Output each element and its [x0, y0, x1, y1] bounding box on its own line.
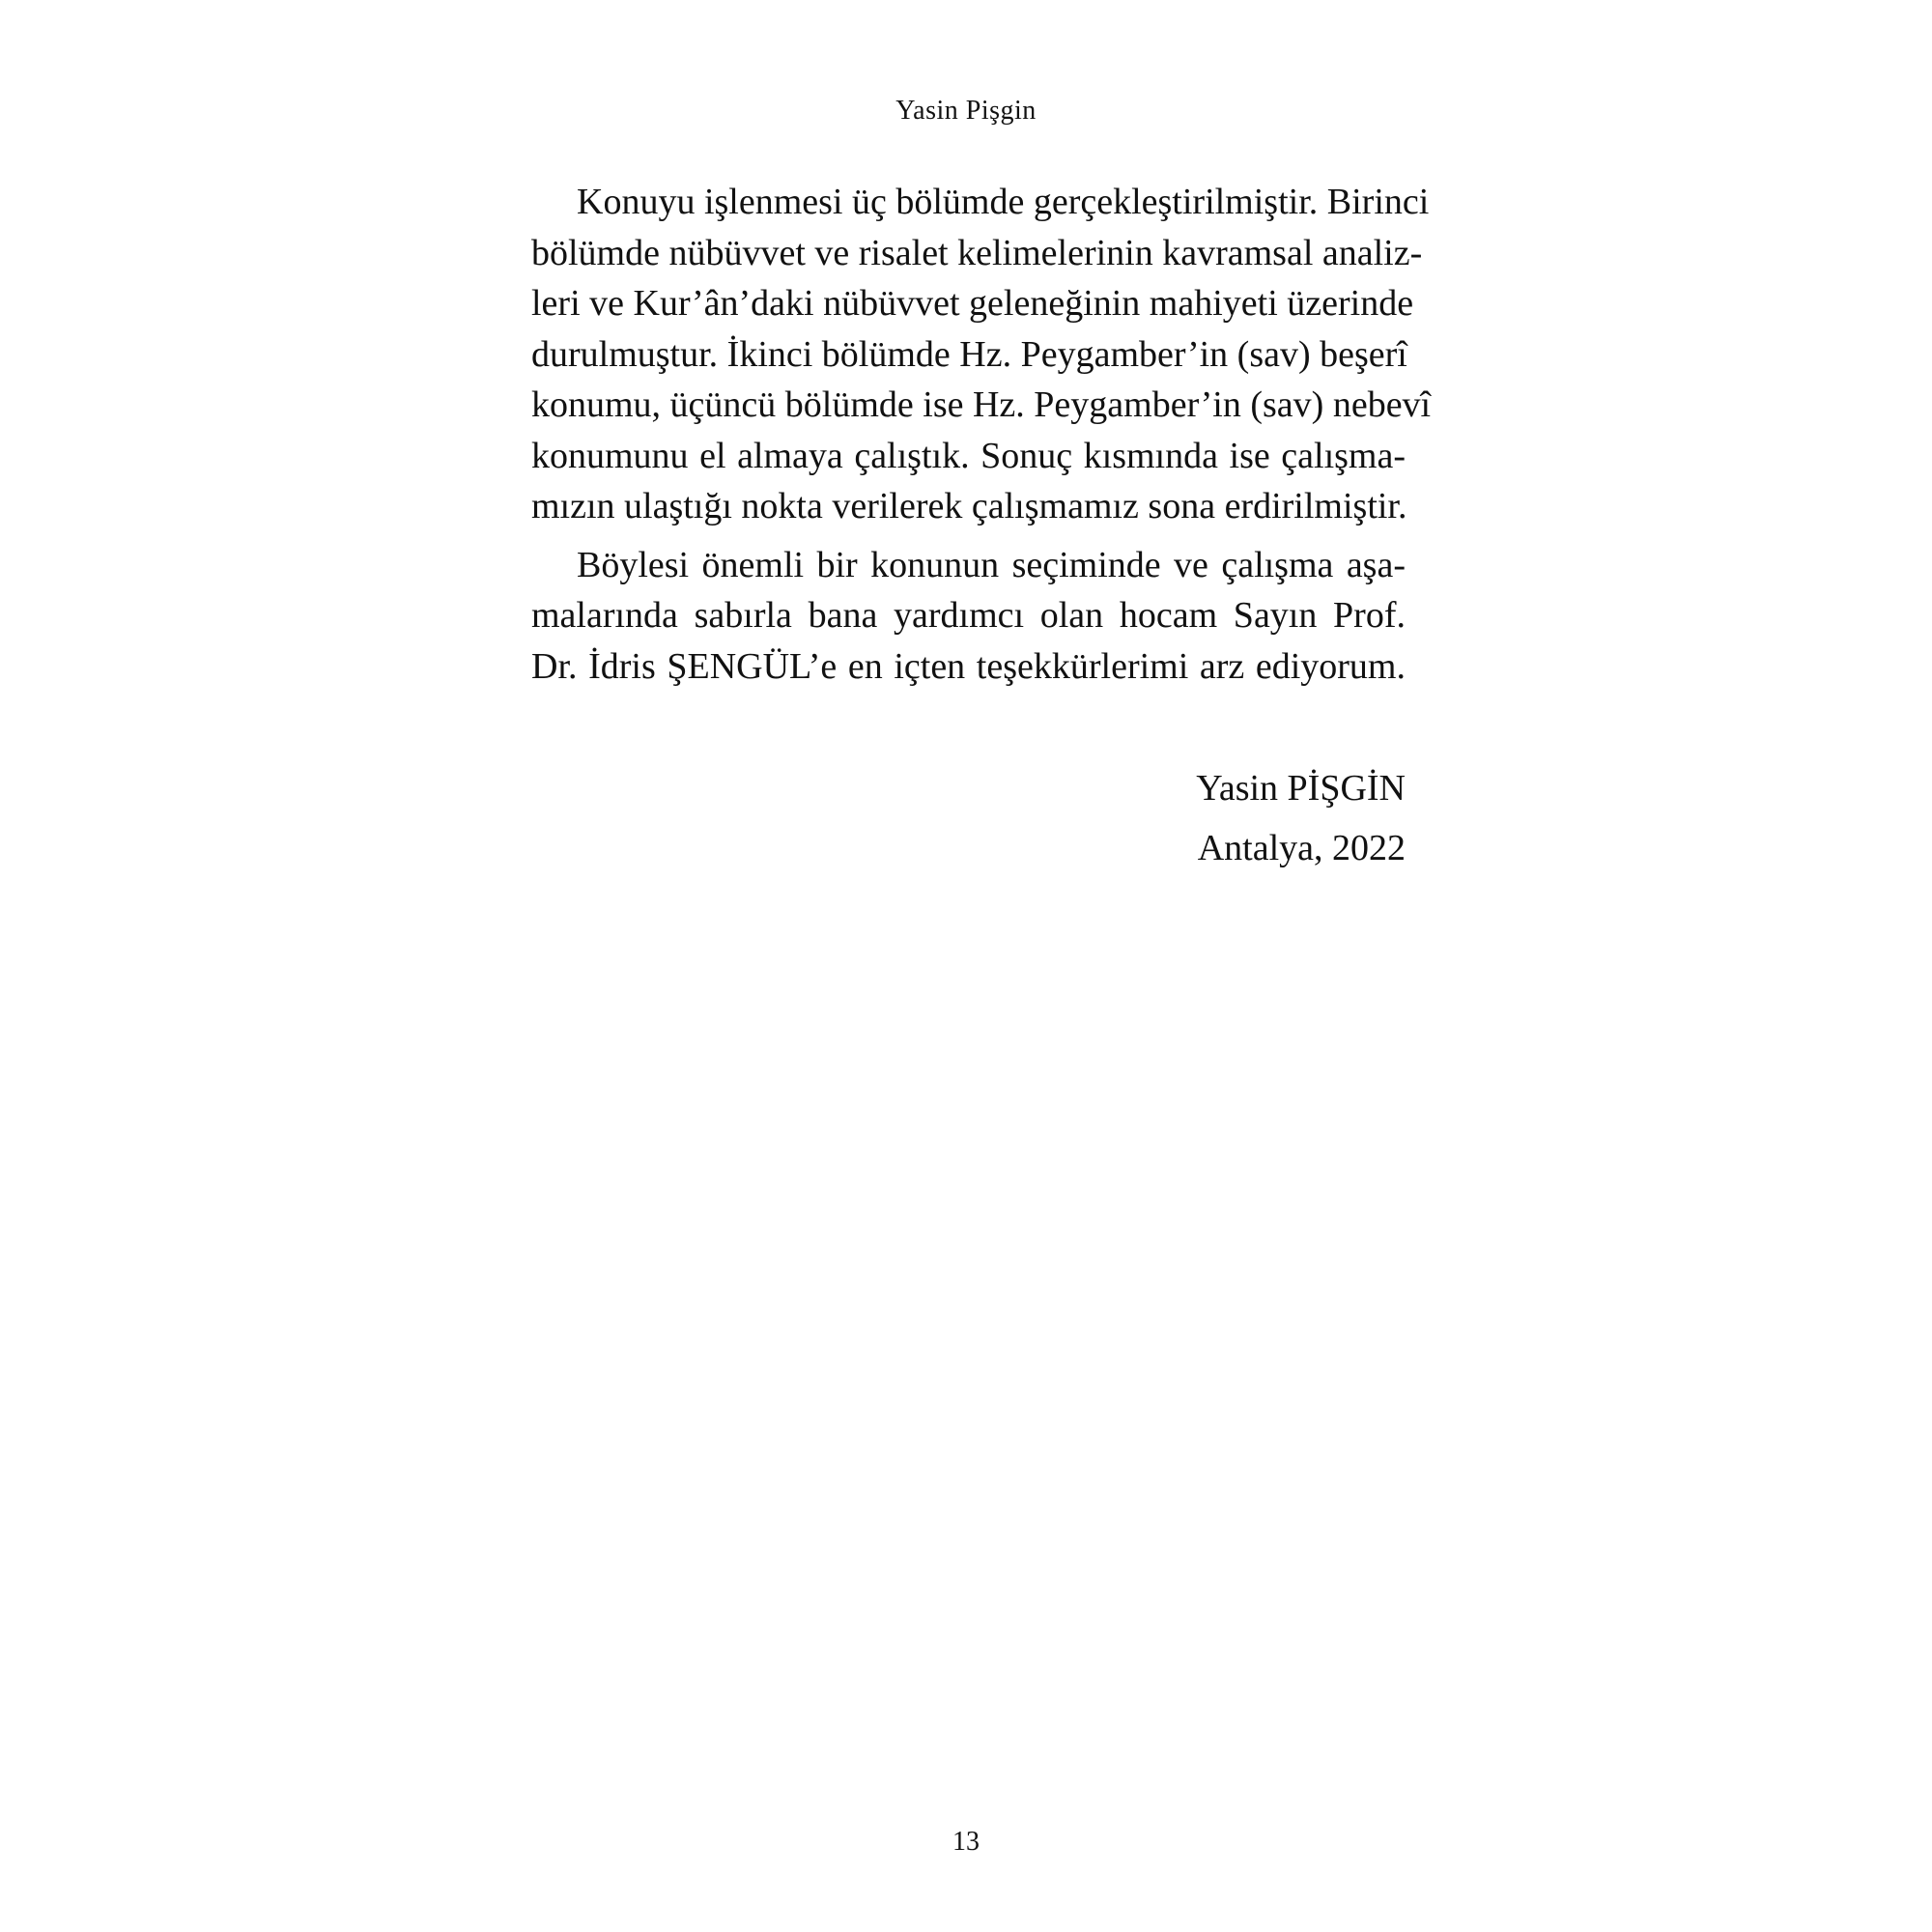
- author-name: Yasin PİŞGİN: [1196, 768, 1406, 809]
- running-head: Yasin Pişgin: [895, 96, 1037, 126]
- paragraph-line: leri ve Kur’ân’daki nübüvvet geleneğinin mahiyeti üzerinde: [531, 283, 1414, 324]
- page-number: 13: [952, 1827, 980, 1857]
- paragraph-line: malarında sabırla bana yardımcı olan hocam Sayın Prof.: [531, 595, 1406, 636]
- paragraph-line: konumu, üçüncü bölümde ise Hz. Peygamber’in (sav) nebevî: [531, 384, 1432, 425]
- paragraph-line: bölümde nübüvvet ve risalet kelimelerinin kavramsal analiz-: [531, 232, 1423, 273]
- body-text: [531, 177, 1432, 692]
- signature-block: [1196, 758, 1406, 878]
- paragraph-1: [531, 177, 1432, 532]
- paragraph-line: Böylesi önemli bir konunun seçiminde ve çalışma aşa-: [577, 544, 1406, 585]
- paragraph-2: [531, 540, 1406, 693]
- paragraph-line: Dr. İdris ŞENGÜL’e en içten teşekkürlerimi arz ediyorum.: [531, 645, 1406, 687]
- paragraph-line: Konuyu işlenmesi üç bölümde gerçekleştirilmiştir. Birinci: [577, 182, 1430, 222]
- paragraph-line: konumunu el almaya çalıştık. Sonuç kısmında ise çalışma-: [531, 435, 1406, 476]
- paragraph-line: mızın ulaştığı nokta verilerek çalışmamız sona erdirilmiştir.: [531, 486, 1407, 526]
- paragraph-line: durulmuştur. İkinci bölümde Hz. Peygamber’in (sav) beşerî: [531, 333, 1407, 375]
- place-date: Antalya, 2022: [1197, 828, 1406, 868]
